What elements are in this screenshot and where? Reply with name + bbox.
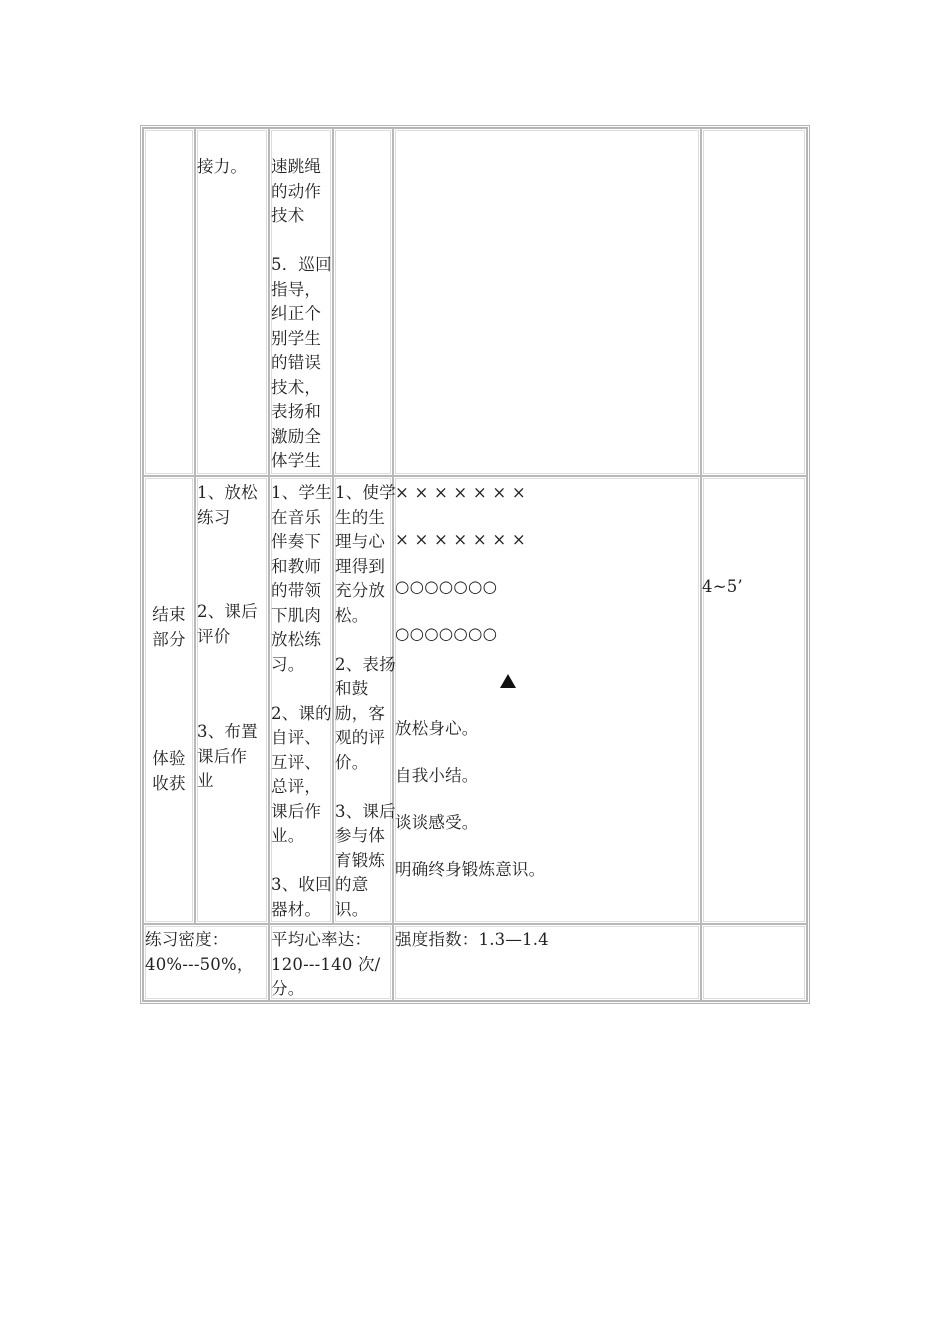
time-value: 4~5’	[702, 577, 743, 596]
formation-row-3: ○○○○○○○	[395, 577, 498, 596]
r2-time-cell	[701, 476, 807, 924]
r1-formation-cell	[393, 128, 701, 476]
part-name-end: 结束 部分	[152, 605, 186, 649]
note-awareness: 明确终身锻炼意识。	[395, 860, 546, 879]
r2-content-cell	[195, 476, 269, 924]
part-name-gain: 体验 收获	[152, 749, 186, 793]
r2-part-cell	[143, 476, 195, 924]
content-evaluate: 2、课后 评价	[197, 602, 258, 646]
density-text: 练习密度： 40%---50%，	[145, 930, 254, 974]
lesson-plan-table	[140, 125, 810, 1004]
formation-row-1: × × × × × × ×	[395, 483, 526, 502]
teacher-triangle-icon	[500, 674, 516, 688]
note-summary: 自我小结。	[395, 766, 479, 785]
heart-rate-text: 平均心率达： 120---140 次/ 分。	[271, 930, 381, 998]
r1-content-text: 接力。	[197, 157, 248, 176]
teaching-goal: 1、使学 生的生 理与心 理得到 充分放 松。 2、表扬 和鼓 励，客 观的评 价。 3、课后 参与体 育锻炼 的意 识。	[335, 483, 396, 919]
r1-part-cell	[143, 128, 195, 476]
teacher-activity: 1、学生 在音乐 伴奏下 和教师 的带领 下肌肉 放松练 习。 2、课的 自评、 互评、 总评， 课后作 业。 3、收回 器材。	[271, 483, 332, 919]
content-homework: 3、布置 课后作 业	[197, 722, 258, 790]
note-feeling: 谈谈感受。	[395, 813, 479, 832]
note-relax: 放松身心。	[395, 719, 479, 738]
formation-row-2: × × × × × × ×	[395, 530, 526, 549]
formation-row-4: ○○○○○○○	[395, 624, 498, 643]
r3-empty-cell	[701, 924, 807, 1001]
content-relax: 1、放松 练习	[197, 483, 258, 527]
r1-goal-cell	[333, 128, 393, 476]
r1-content-cell	[195, 128, 269, 476]
r1-method-text: 速跳绳 的动作 技术 5．巡回 指导， 纠正个 别学生 的错误 技术， 表扬和 激励全 体学生	[271, 157, 332, 470]
r1-time-cell	[701, 128, 807, 476]
intensity-text: 强度指数：1.3—1.4	[395, 930, 549, 949]
